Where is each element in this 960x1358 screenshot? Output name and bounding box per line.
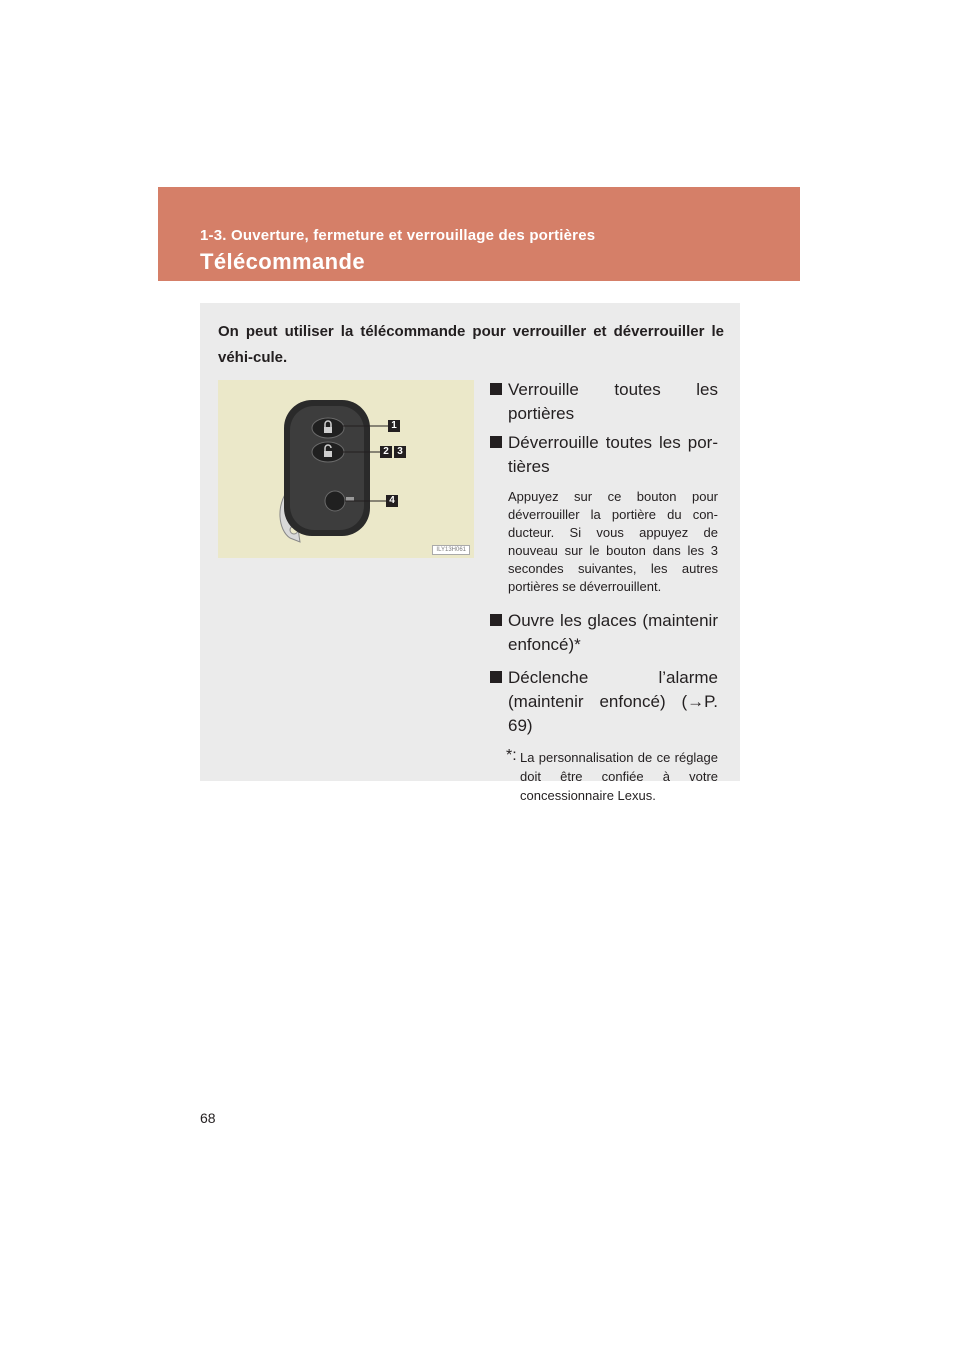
remote-key-figure	[218, 380, 474, 558]
item-marker-4	[490, 671, 502, 683]
figure-callout-4: 4	[386, 495, 398, 507]
intro-text: On peut utiliser la télécommande pour verrouiller et déverrouiller le véhi-cule.	[218, 323, 724, 366]
footnote	[475, 748, 718, 805]
figure-code: ILY13H061	[432, 545, 470, 555]
figure-callout-1: 1	[388, 420, 400, 432]
footnote-text: La personnalisation de ce réglage doit être confiée à votre concessionnaire Lexus.	[520, 750, 718, 803]
section-header	[158, 187, 800, 281]
list-item	[475, 378, 718, 426]
figure-callout-2: 2	[380, 446, 392, 458]
item-label: Ouvre les glaces (maintenir enfoncé)*	[508, 611, 718, 654]
function-list	[475, 378, 718, 805]
item-label: Verrouille toutes les portières	[508, 380, 718, 423]
section-title: 1-3. Ouverture, fermeture et verrouillage des portières	[200, 227, 596, 244]
item-marker-2	[490, 436, 502, 448]
list-item	[475, 609, 718, 657]
remote-key-illustration	[218, 380, 474, 558]
list-item	[475, 666, 718, 738]
figure-callout-3: 3	[394, 446, 406, 458]
page-number: 68	[200, 1110, 216, 1126]
list-item	[475, 431, 718, 596]
content-panel	[200, 303, 740, 803]
footnote-mark: *:	[506, 747, 517, 764]
item-label: Déverrouille toutes les por-tières	[508, 433, 718, 476]
item-label: Déclenche l’alarme (maintenir enfoncé) (→P. 69)	[508, 668, 718, 735]
page-title: Télécommande	[200, 249, 365, 274]
item-note: Appuyez sur ce bouton pour déverrouiller la portière du con-ducteur. Si vous appuyez de nouveau sur le bouton dans les 3 secondes suivantes, les autres portières se déverrouillent.	[508, 489, 718, 594]
item-marker-3	[490, 614, 502, 626]
item-marker-1	[490, 383, 502, 395]
